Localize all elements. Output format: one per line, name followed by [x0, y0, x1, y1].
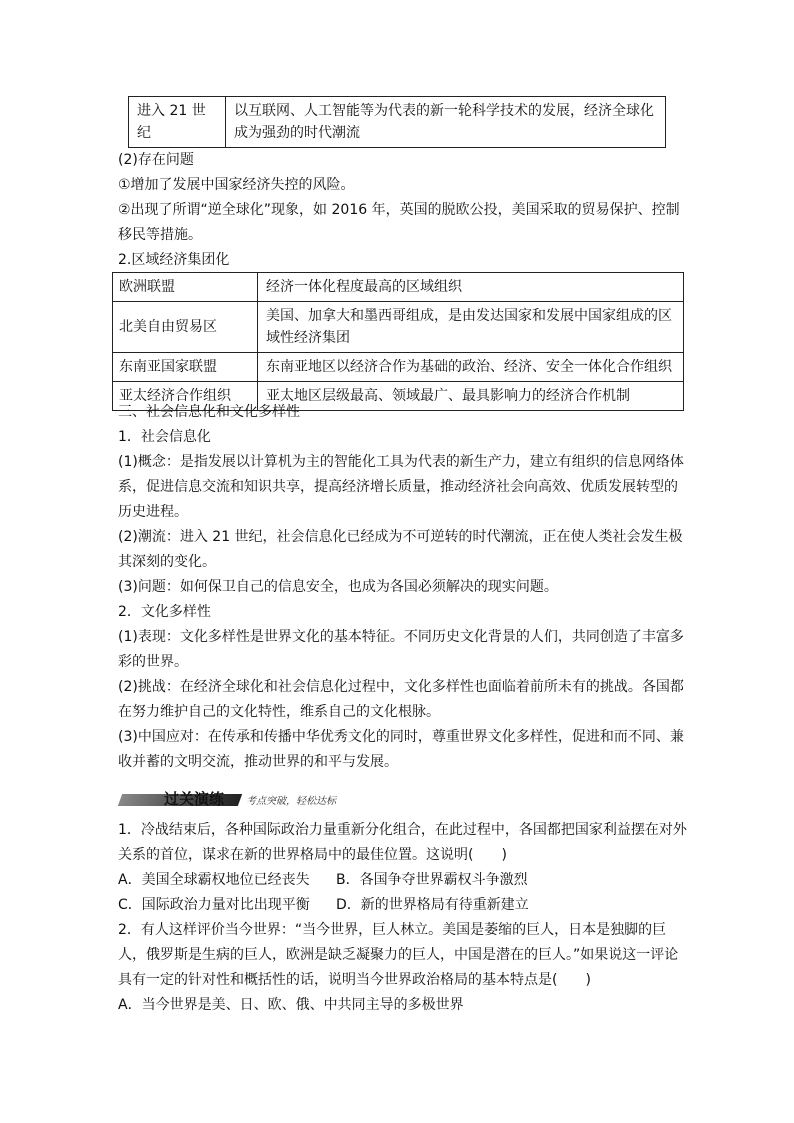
q2-option-a: A．当今世界是美、日、欧、俄、中共同主导的多极世界 [118, 997, 464, 1013]
heading-culture: 2．文化多样性 [118, 604, 211, 620]
table-row [113, 302, 684, 353]
problem-1: ①增加了发展中国家经济失控的风险。 [118, 177, 355, 193]
problem-2-line1: ②出现了所谓“逆全球化”现象，如 2016 年，英国的脱欧公投，美国采取的贸易保护、控制 [118, 202, 680, 218]
org-desc: 亚太地区层级最高、领域最广、最具影响力的经济合作机制 [258, 382, 684, 411]
org-name: 北美自由贸易区 [113, 302, 258, 353]
problem-2-line2: 移民等措施。 [118, 227, 202, 243]
era-value: 以互联网、人工智能等为代表的新一轮科学技术的发展，经济全球化成为强劲的时代潮流 [226, 97, 666, 148]
banner-subtitle: 考点突破，轻松达标 [246, 796, 336, 807]
q1-option-c: C．国际政治力量对比出现平衡 [118, 897, 310, 913]
section-regional: 2.区域经济集团化 [118, 252, 230, 268]
culture-challenge: (2)挑战：在经济全球化和社会信息化过程中，文化多样性也面临着前所未有的挑战。各国都在努力维护自己的文化特性，维系自己的文化根脉。 [118, 679, 684, 720]
info-problem: (3)问题：如何保卫自己的信息安全，也成为各国必须解决的现实问题。 [118, 579, 558, 595]
culture-china-response: (3)中国应对：在传承和传播中华优秀文化的同时，尊重世界文化多样性，促进和而不同、兼收并蓄的文明交流，推动世界的和平与发展。 [118, 729, 684, 770]
question-1: 1．冷战结束后，各种国际政治力量重新分化组合，在此过程中，各国都把国家利益摆在对外关系的首位，谋求在新的世界格局中的最佳位置。这说明( ) [118, 822, 687, 863]
info-trend: (2)潮流：进入 21 世纪，社会信息化已经成为不可逆转的时代潮流，正在使人类社会发生极其深刻的变化。 [118, 529, 683, 570]
practice-banner [120, 788, 350, 810]
q1-option-b: B．各国争夺世界霸权斗争激烈 [336, 872, 528, 888]
table-row [129, 97, 666, 148]
regional-table [112, 272, 684, 411]
org-name: 东南亚国家联盟 [113, 353, 258, 382]
q1-option-d: D．新的世界格局有待重新建立 [336, 897, 529, 913]
banner-title: 过关演练 [164, 790, 225, 808]
heading-3: 三、社会信息化和文化多样性 [118, 404, 300, 420]
question-2: 2．有人这样评价当今世界：“当今世界，巨人林立。美国是萎缩的巨人，日本是独脚的巨人，俄罗斯是生病的巨人，欧洲是缺乏凝聚力的巨人，中国是潜在的巨人。”如果说这一评论具有一定的针对性和概括性的话，说明当今世界政治格局的基本特点是( ) [118, 922, 679, 988]
era-table [128, 96, 666, 148]
table-row [113, 273, 684, 302]
heading-informatization: 1．社会信息化 [118, 429, 211, 445]
table-row [113, 353, 684, 382]
org-name: 亚太经济合作组织 [113, 382, 258, 411]
org-desc: 经济一体化程度最高的区域组织 [258, 273, 684, 302]
q1-option-a: A．美国全球霸权地位已经丧失 [118, 872, 310, 888]
org-name: 欧洲联盟 [113, 273, 258, 302]
section-problems: (2)存在问题 [118, 152, 194, 168]
info-concept: (1)概念：是指发展以计算机为主的智能化工具为代表的新生产力，建立有组织的信息网络体系，促进信息交流和知识共享，提高经济增长质量，推动经济社会向高效、优质发展转型的历史进程。 [118, 454, 684, 520]
era-key: 进入 21 世纪 [129, 97, 226, 148]
org-desc: 美国、加拿大和墨西哥组成，是由发达国家和发展中国家组成的区域性经济集团 [258, 302, 684, 353]
org-desc: 东南亚地区以经济合作为基础的政治、经济、安全一体化合作组织 [258, 353, 684, 382]
culture-performance: (1)表现：文化多样性是世界文化的基本特征。不同历史文化背景的人们，共同创造了丰富多彩的世界。 [118, 629, 684, 670]
